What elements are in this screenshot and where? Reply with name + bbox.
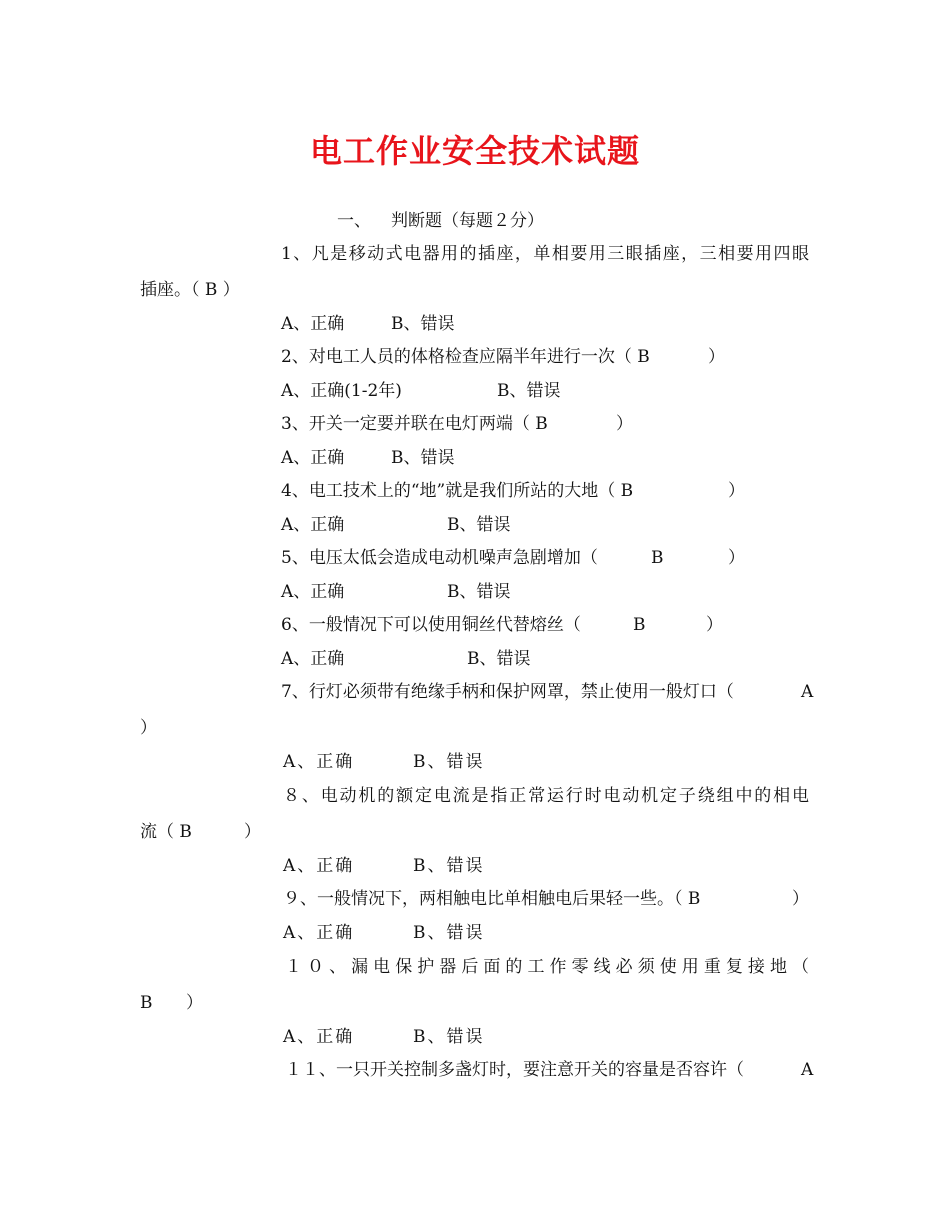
question-10-close: ）: [186, 993, 203, 1013]
question-3-close: ）: [616, 414, 633, 434]
question-4-close: ）: [728, 481, 745, 501]
question-6-option-b: B、错误: [467, 649, 531, 669]
question-4-text: 4、电工技术上的“地”就是我们所站的大地（ B: [281, 481, 634, 501]
question-1-continuation: 插座。（ B ）: [140, 280, 240, 300]
question-8-text: ８、电动机的额定电流是指正常运行时电动机定子绕组中的相电: [283, 786, 809, 806]
question-6-close: ）: [706, 615, 723, 635]
question-4-option-a: A、正确: [281, 515, 345, 535]
question-1-text: 1、凡是移动式电器用的插座，单相要用三眼插座，三相要用四眼: [281, 244, 809, 264]
section-heading: 判断题（每题２分）: [391, 211, 544, 231]
question-7-text: 7、行灯必须带有绝缘手柄和保护网罩，禁止使用一般灯口（: [281, 682, 734, 702]
question-7-option-b: B、错误: [413, 752, 485, 772]
question-8-close: ）: [244, 822, 261, 842]
question-6-text: 6、一般情况下可以使用铜丝代替熔丝（: [281, 615, 581, 635]
question-9-option-b: B、错误: [413, 923, 485, 943]
question-11-text: １１、一只开关控制多盏灯时，要注意开关的容量是否容许（: [285, 1060, 744, 1080]
question-11-answer: A: [801, 1060, 814, 1080]
question-2-option-a: A、正确(1-2年): [281, 381, 402, 401]
question-3-option-b: B、错误: [391, 448, 455, 468]
question-1-option-a: A、正确: [281, 314, 345, 334]
section-number: 一、: [337, 211, 371, 231]
question-8-continuation: 流（ B: [140, 822, 192, 842]
question-9-option-a: A、正确: [283, 923, 355, 943]
question-6-answer: B: [633, 615, 646, 635]
question-9-text: ９、一般情况下，两相触电比单相触电后果轻一些。（ B: [283, 889, 701, 909]
question-3-option-a: A、正确: [281, 448, 345, 468]
question-7-continuation: ）: [140, 718, 157, 738]
question-5-option-b: B、错误: [447, 582, 511, 602]
question-2-text: 2、对电工人员的体格检查应隔半年进行一次（ B: [281, 347, 650, 367]
question-8-option-a: A、正确: [283, 856, 355, 876]
question-10-option-a: A、正确: [283, 1027, 355, 1047]
question-9-close: ）: [792, 889, 809, 909]
question-1-option-b: B、错误: [391, 314, 455, 334]
question-10-continuation: B: [140, 993, 153, 1013]
question-6-option-a: A、正确: [281, 649, 345, 669]
question-8-option-b: B、错误: [413, 856, 485, 876]
question-4-option-b: B、错误: [447, 515, 511, 535]
question-5-close: ）: [728, 548, 745, 568]
question-2-close: ）: [708, 347, 725, 367]
question-7-answer: A: [801, 682, 814, 702]
question-5-answer: B: [651, 548, 664, 568]
question-5-text: 5、电压太低会造成电动机噪声急剧增加（: [281, 548, 598, 568]
document-title: 电工作业安全技术试题: [309, 132, 640, 170]
question-5-option-a: A、正确: [281, 582, 345, 602]
question-7-option-a: A、正确: [283, 752, 355, 772]
question-10-text: １０、漏电保护器后面的工作零线必须使用重复接地（: [285, 957, 809, 977]
question-10-option-b: B、错误: [413, 1027, 485, 1047]
question-3-text: 3、开关一定要并联在电灯两端（ B: [281, 414, 548, 434]
question-2-option-b: B、错误: [497, 381, 561, 401]
